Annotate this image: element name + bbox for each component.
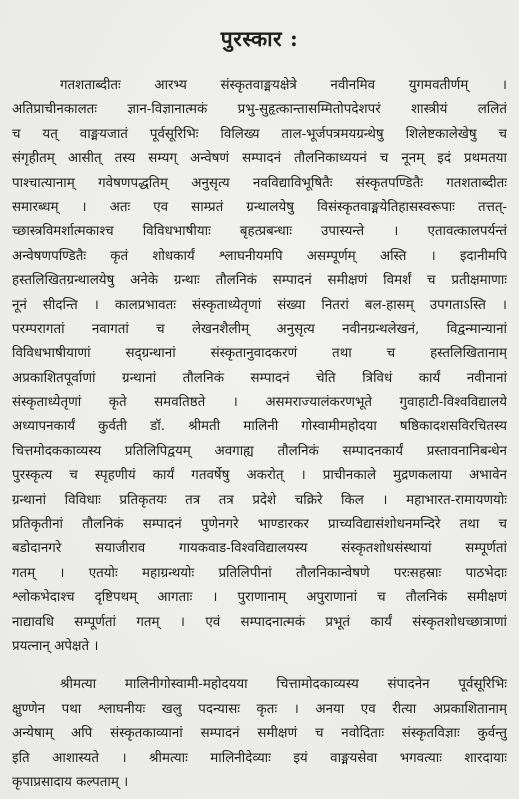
text-line: चित्तमोदककाव्यस्य प्रतिलिपिद्वयम् अवगाह्य तौलनिकं सम्पादनकार्यं प्रस्तावनानिबन्धेन (12, 443, 507, 459)
text-line: कृपाप्रसादाय कल्पताम् । (12, 774, 129, 790)
text-line: अन्वेषणपण्डितैः कृतं शोधकार्यं श्लाघनीयमपि असम्पूर्णम् अस्ति । इदानीमपि (12, 248, 507, 264)
document-body (12, 74, 507, 795)
paragraph-gap (12, 659, 507, 673)
page-title: पुरस्कार : (220, 26, 299, 51)
text-line: बडोदानगरे सयाजीराव गायकवाड-विश्वविद्यालयस्य संस्कृतशोधसंस्थायां सम्पूर्णतां (12, 541, 507, 557)
text-line: च यत् वाङ्मयजातं पूर्वसूरिभिः विलिख्य ताल-भूर्जपत्रमयग्रन्थेषु शिलेष्टकालेखेषु च (12, 126, 507, 142)
text-line: इति आशास्यते । श्रीमत्याः मालिनीदेव्याः इयं वाङ्मयसेवा भगवत्याः शारदायाः (12, 750, 507, 766)
text-line: पाश्चात्यानाम् गवेषणपद्धतिम् अनुसृत्य नवविद्याविभूषितैः संस्कृतपण्डितैः गतशताब्दीतः (12, 175, 507, 191)
text-line: संस्कृताध्येतृणां कृते समवतिष्ठते । असमराज्यालंकरणभूते गुवाहाटी-विश्वविद्यालये (12, 395, 507, 411)
text-line: क्षुण्णेन पथा श्लाघनीयः खलु पदन्यासः कृतः । अनया एव रीत्या अप्रकाशितानाम् (12, 701, 507, 717)
text-line: प्रयत्नान् अपेक्षते । (12, 638, 99, 654)
text-line: च्छास्त्रविमर्शात्मकाश्च विविधभाषीयाः बृहत्प्रबन्धाः उपास्यन्ते । एतावत्कालपर्यन्तं (12, 224, 507, 240)
text-line: ग्रन्थानां विविधाः प्रतिकृतयः तत्र तत्र प्रदेशे चक्रिरे किल । महाभारत-रामायणयोः (12, 492, 507, 508)
text-line: नूनं सीदन्ति । कालप्रभावतः संस्कृताध्येतृणां संख्या नितरां बल-हासम् उपगताऽस्ति । (12, 297, 507, 313)
text-line: अन्येषाम् अपि संस्कृतकाव्यानां सम्पादनं समीक्षणं च नवोदिताः संस्कृतविज्ञाः कुर्वन्तु (12, 726, 507, 742)
text-line: संगृहीतम् आसीत् तस्य सम्यग् अन्वेषणं सम्पादनं तौलनिकाध्ययनं च नूनम् इदं प्रथमतया (12, 151, 507, 167)
text-line: अतिप्राचीनकालतः ज्ञान-विज्ञानात्मकं प्रभु-सुहृत्कान्तासम्मितोपदेशपरं शास्त्रीयं ललितं (12, 102, 507, 118)
text-line: श्रीमत्या मालिनीगोस्वामी-महोदयया चित्तामोदकाव्यस्य संपादनेन पूर्वसूरिभिः (60, 677, 507, 693)
text-line: हस्तलिखितग्रन्थालयेषु अनेके ग्रन्थाः तौलनिकं सम्पादनं समीक्षणं विमर्शं च प्रतीक्षमाणाः (12, 273, 507, 289)
text-line: विविधभाषीयाणां सद्ग्रन्थानां संस्कृतानुवादकरणं तथा च हस्तलिखितानाम् (12, 346, 507, 362)
text-line: परम्परागतां नवागतां च लेखनशैलीम् अनुसृत्य नवीनग्रन्थलेखनं, विद्वन्मान्यानां (12, 321, 507, 337)
paragraph (12, 74, 507, 659)
text-line: पुरस्कृत्य च स्पृहणीयं कार्यं गतवर्षेषु अकरोत् । प्राचीनकाले मुद्रणकलाया अभावेन (12, 468, 507, 484)
text-line: नाद्यावधि सम्पूर्णतां गतम् । एवं सम्पादनात्मकं प्रभूतं कार्यं संस्कृतशोधच्छात्राणां (12, 614, 507, 630)
text-line: अध्यापनकार्यं कुर्वती डॉ. श्रीमती मालिनी गोस्वामीमहोदया षष्ठिकादशसविरचितस्य (12, 419, 507, 435)
text-line: अप्रकाशितपूर्वाणां ग्रन्थानां तौलनिकं सम्पादनं चेति त्रिविधं कार्यं नवीनानां (12, 370, 507, 386)
text-line: गतशताब्दीतः आरभ्य संस्कृतवाङ्मयक्षेत्रे नवीनमिव युगमवतीर्णम् । (60, 78, 507, 93)
text-line: श्लोकभेदाश्च दृष्टिपथम् आगताः । पुराणानाम् अपुराणानां च तौलनिकं समीक्षणं (12, 590, 507, 606)
text-line: समारब्धम् । अतः एव साम्प्रतं ग्रन्थालयेषु विसंस्कृतवाङ्मयेतिहासस्वरूपाः तत्तत्- (12, 199, 507, 215)
text-line: प्रतिकृतीनां तौलनिकं सम्पादनं पुणेनगरे भाण्डारकर प्राच्यविद्यासंशोधनमन्दिरे तथा च (12, 517, 507, 533)
text-line: गतम् । एतयोः महाग्रन्थयोः प्रतिलिपीनां तौलनिकान्वेषणे परःसहस्राः पाठभेदाः (12, 565, 507, 581)
paragraph (12, 673, 507, 795)
